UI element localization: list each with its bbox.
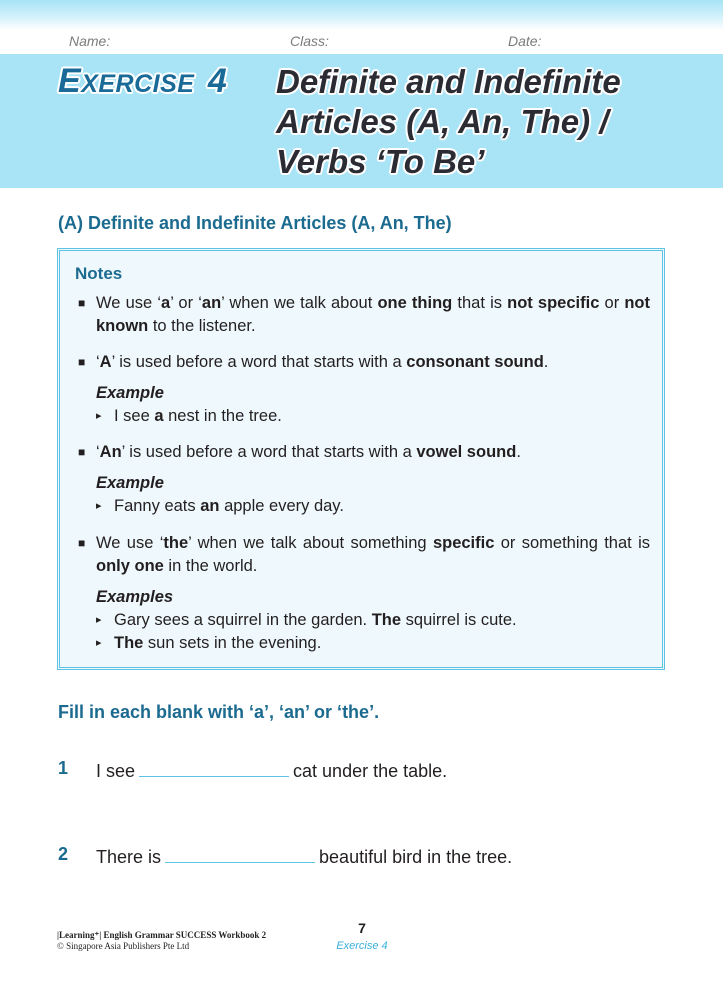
answer-blank[interactable] xyxy=(139,758,289,777)
note-item xyxy=(78,441,650,518)
exercise-label-rest: XERCISE xyxy=(81,70,195,98)
bold-term: not known xyxy=(96,294,650,335)
bold-term: a xyxy=(161,294,171,312)
triangle-bullet-icon: ▸ xyxy=(96,614,102,626)
text-run: nest in the tree. xyxy=(163,407,282,425)
bold-term: The xyxy=(114,634,144,652)
text-run: Fanny eats xyxy=(114,497,201,515)
note-item xyxy=(78,292,650,338)
note-text xyxy=(96,351,650,374)
bold-term: an xyxy=(201,294,222,312)
text-run: ‘ xyxy=(96,353,100,371)
student-info-row xyxy=(0,33,723,51)
text-run: in the world. xyxy=(163,557,258,575)
text-run: . xyxy=(543,353,549,371)
text-run: . xyxy=(516,443,521,461)
bold-term: not specific xyxy=(507,294,600,312)
square-bullet-icon: ■ xyxy=(78,296,86,310)
title-line: Definite and Indefinite xyxy=(276,63,621,100)
bold-term: specific xyxy=(432,534,495,552)
text-run: sun sets in the evening. xyxy=(143,634,322,652)
note-item xyxy=(78,351,650,428)
triangle-bullet-icon: ▸ xyxy=(96,637,102,649)
text-run: to the listener. xyxy=(148,317,256,335)
square-bullet-icon: ■ xyxy=(78,536,86,550)
question-text-before: I see xyxy=(96,761,136,781)
question-number: 2 xyxy=(58,844,69,864)
example-item xyxy=(96,405,650,428)
text-run: that is xyxy=(452,294,508,312)
text-run: apple every day. xyxy=(219,497,344,515)
bold-term: An xyxy=(99,443,122,461)
bold-term: the xyxy=(163,534,189,552)
square-bullet-icon: ■ xyxy=(78,445,86,459)
title-line: Verbs ‘To Be’ xyxy=(276,143,485,180)
text-run: We use ‘ xyxy=(96,294,162,312)
note-text xyxy=(96,292,650,338)
date-field-label: Date: xyxy=(508,33,542,49)
example-list xyxy=(78,405,650,428)
text-run: ’ is used before a word that starts with a xyxy=(111,353,407,371)
exercise-number: 4 xyxy=(207,62,228,100)
example-item xyxy=(96,632,650,655)
section-heading: (A) Definite and Indefinite Articles (A, An, The) xyxy=(58,213,452,233)
class-field-label: Class: xyxy=(290,33,329,49)
exercise-label-initial: E xyxy=(58,62,82,100)
bold-term: only one xyxy=(96,557,164,575)
triangle-bullet-icon: ▸ xyxy=(96,410,102,422)
note-item xyxy=(78,532,650,655)
bold-term: an xyxy=(200,497,220,515)
question-number: 1 xyxy=(58,758,69,778)
square-bullet-icon: ■ xyxy=(78,355,86,369)
top-gradient xyxy=(0,0,723,30)
page-number: 7 xyxy=(358,920,366,936)
book-title: |Learning⁺| English Grammar SUCCESS Workbook 2 xyxy=(57,930,267,940)
exercise-label xyxy=(58,62,227,101)
text-run: ’ when we talk about something xyxy=(188,534,433,552)
example-item xyxy=(96,495,650,518)
note-text xyxy=(96,532,650,578)
page-title xyxy=(276,62,706,182)
text-run: or xyxy=(599,294,625,312)
example-text xyxy=(114,634,321,652)
question-text-before: There is xyxy=(96,847,162,867)
text-run: ’ when we talk about xyxy=(221,294,378,312)
text-run: squirrel is cute. xyxy=(401,611,517,629)
answer-blank[interactable] xyxy=(165,844,315,863)
exercise-instruction: Fill in each blank with ‘a’, ‘an’ or ‘the’. xyxy=(58,702,380,722)
example-list xyxy=(78,495,650,518)
triangle-bullet-icon: ▸ xyxy=(96,500,102,512)
title-line: Articles (A, An, The) / xyxy=(276,103,609,140)
example-list xyxy=(78,609,650,655)
name-field-label: Name: xyxy=(69,33,111,49)
example-heading: Example xyxy=(96,474,164,492)
bold-term: The xyxy=(371,611,402,629)
footer-publisher xyxy=(57,930,266,952)
example-heading: Examples xyxy=(96,588,174,606)
text-run: ’ or ‘ xyxy=(170,294,202,312)
text-run: I see xyxy=(114,407,155,425)
text-run: or something that is xyxy=(494,534,651,552)
bold-term: A xyxy=(99,353,112,371)
footer-exercise-ref: Exercise 4 xyxy=(336,940,388,952)
question-text-after: cat under the table. xyxy=(293,761,448,781)
text-run: ‘ xyxy=(96,443,100,461)
example-item xyxy=(96,609,650,632)
bold-term: vowel sound xyxy=(416,443,517,461)
notes-title: Notes xyxy=(75,264,123,283)
text-run: We use ‘ xyxy=(96,534,164,552)
bold-term: a xyxy=(154,407,164,425)
example-text xyxy=(114,497,344,515)
bold-term: consonant sound xyxy=(406,353,544,371)
text-run: Gary sees a squirrel in the garden. xyxy=(114,611,372,629)
bold-term: one thing xyxy=(377,294,453,312)
text-run: ’ is used before a word that starts with a xyxy=(121,443,417,461)
question-text-after: beautiful bird in the tree. xyxy=(319,847,513,867)
example-text xyxy=(114,407,282,425)
copyright: © Singapore Asia Publishers Pte Ltd xyxy=(57,941,190,951)
example-text xyxy=(114,611,517,629)
example-heading: Example xyxy=(96,384,164,402)
note-text xyxy=(96,441,650,464)
notes-box xyxy=(57,248,665,670)
